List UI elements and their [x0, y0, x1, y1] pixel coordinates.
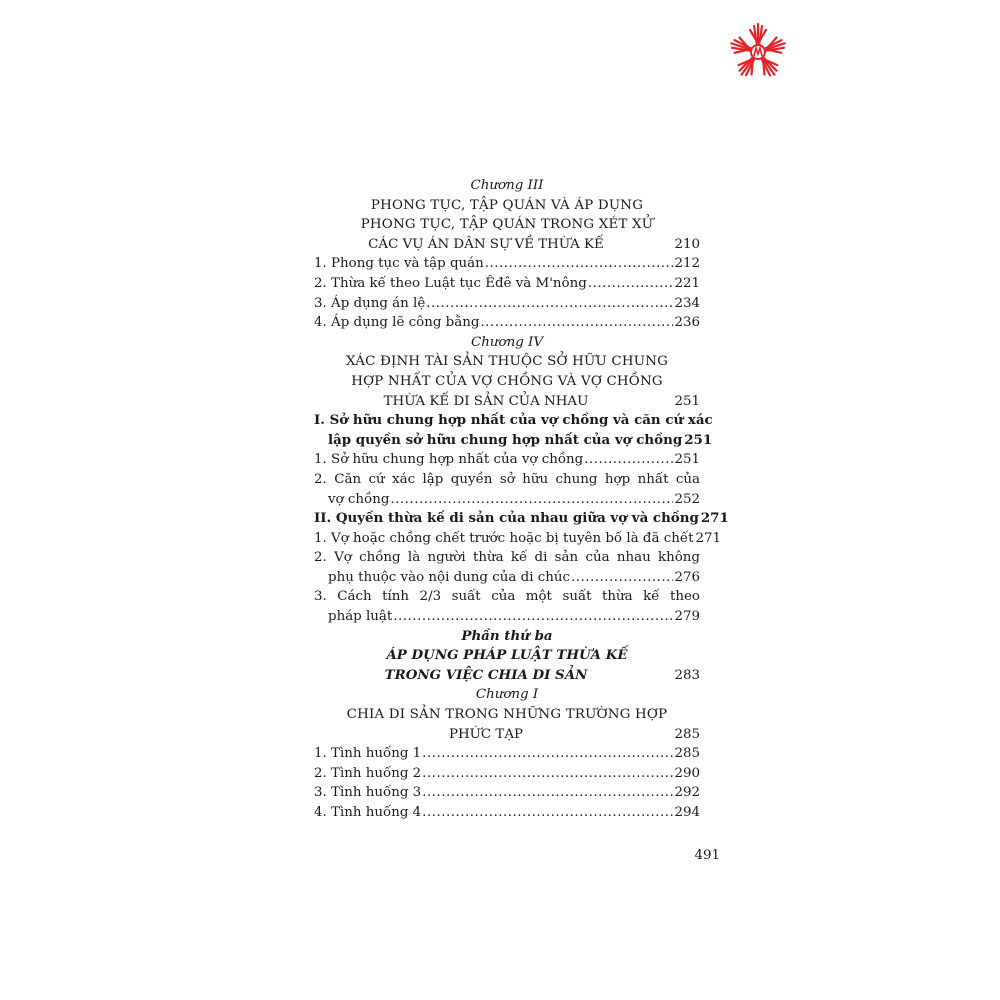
chapter-title-row [314, 725, 700, 745]
page-ref: 234 [674, 295, 700, 311]
entry-label: pháp luật [328, 609, 393, 625]
part-title-row [314, 666, 700, 686]
toc-entry [314, 744, 700, 764]
entry-label: 4. Tình huống 4 [314, 805, 422, 820]
entry-label: 1. Vợ hoặc chồng chết trước hoặc bị tuyên bố là đã chết [314, 530, 694, 546]
toc-entry [314, 568, 700, 588]
entry-label: 2. Tình huống 2 [314, 765, 422, 781]
chapter-title-line: CHIA DI SẢN TRONG NHỮNG TRƯỜNG HỢP [346, 707, 668, 723]
chapter-title-row [314, 235, 700, 255]
entry-label-line: 2. Vợ chồng là người thừa kế di sản của nhau không [314, 550, 700, 566]
page-ref: 236 [674, 315, 700, 331]
entry-label: 2. Thừa kế theo Luật tục Êđê và M'nông [314, 275, 587, 291]
dot-leader [390, 490, 673, 510]
page-ref: 290 [674, 765, 700, 781]
toc-entry [314, 490, 700, 510]
toc-entry [314, 529, 722, 549]
page-ref: 276 [674, 569, 700, 585]
chapter-label: Chương I [475, 687, 539, 703]
toc-entry [314, 764, 700, 784]
table-of-contents [314, 176, 729, 823]
chapter-title-row [314, 392, 700, 412]
red-star-emblem-icon [726, 20, 790, 84]
entry-label: II. Quyền thừa kế di sản của nhau giữa vợ và chồng [314, 510, 699, 527]
chapter-label: Chương III [470, 178, 544, 193]
entry-label-line: 3. Cách tính 2/3 suất của một suất thừa kế theo [314, 589, 700, 605]
chapter-title-line: XÁC ĐỊNH TÀI SẢN THUỘC SỞ HỮU CHUNG [345, 354, 669, 370]
toc-entry [314, 294, 700, 314]
toc-entry [314, 450, 700, 470]
dot-leader [485, 254, 674, 274]
entry-label: 1. Sở hữu chung hợp nhất của vợ chồng [314, 452, 584, 468]
part-title-line: ÁP DỤNG PHÁP LUẬT THỪA KẾ [386, 647, 628, 664]
page-ref: 271 [695, 530, 722, 546]
page-ref: 251 [674, 393, 700, 409]
chapter-label: Chương IV [471, 334, 543, 350]
chapter-title-line: THỪA KẾ DI SẢN CỦA NHAU [383, 393, 589, 409]
page-ref: 252 [674, 491, 700, 507]
entry-label: 3. Áp dụng án lệ [314, 295, 426, 311]
dot-leader [426, 294, 673, 314]
toc-entry [314, 431, 713, 451]
toc-entry [314, 607, 700, 627]
entry-label: phụ thuộc vào nội dung của di chúc [328, 569, 570, 585]
page-ref: 285 [674, 726, 700, 742]
dot-leader [393, 607, 673, 627]
entry-label: 1. Phong tục và tập quán [314, 256, 484, 272]
toc-entry [314, 803, 700, 823]
page-ref: 292 [674, 785, 700, 801]
chapter-title-line: CÁC VỤ ÁN DÂN SỰ VỀ THỪA KẾ [368, 236, 604, 252]
page-ref: 251 [674, 452, 700, 468]
page-ref: 221 [674, 275, 700, 291]
toc-entry [314, 254, 700, 274]
dot-leader [422, 764, 673, 784]
chapter-title-line: PHONG TỤC, TẬP QUÁN VÀ ÁP DỤNG [370, 197, 644, 213]
entry-label-line: 2. Căn cứ xác lập quyền sở hữu chung hợp nhất của [314, 471, 700, 487]
dot-leader [584, 450, 673, 470]
toc-entry [314, 274, 700, 294]
dot-leader [480, 313, 673, 333]
section-heading-line: I. Sở hữu chung hợp nhất của vợ chồng và căn cứ xác [314, 412, 713, 429]
dot-leader [571, 568, 673, 588]
entry-label: lập quyền sở hữu chung hợp nhất của vợ chồng [328, 431, 683, 448]
page-ref: 210 [674, 236, 700, 252]
page-number: 491 [694, 848, 720, 863]
dot-leader [422, 744, 673, 764]
chapter-title-line: PHONG TỤC, TẬP QUÁN TRONG XÉT XỬ [360, 217, 654, 233]
entry-label: vợ chồng [328, 491, 390, 507]
page-ref: 271 [700, 510, 729, 527]
page-ref: 283 [674, 667, 700, 683]
page-ref: 285 [674, 746, 700, 762]
page-ref: 279 [674, 609, 700, 625]
page-ref: 212 [674, 256, 700, 272]
chapter-title-line: HỢP NHẤT CỦA VỢ CHỒNG VÀ VỢ CHỒNG [351, 373, 663, 389]
page-ref: 294 [674, 805, 700, 820]
entry-label: 4. Áp dụng lẽ công bằng [314, 315, 480, 331]
part-label: Phần thứ ba [461, 627, 553, 644]
chapter-title-line: PHỨC TẠP [448, 726, 524, 742]
toc-entry [314, 313, 700, 333]
dot-leader [588, 274, 674, 294]
toc-entry [314, 783, 700, 803]
toc-entry [314, 509, 729, 529]
page-ref: 251 [684, 431, 713, 448]
entry-label: 1. Tình huống 1 [314, 746, 422, 762]
dot-leader [422, 803, 673, 823]
part-title-line: TRONG VIỆC CHIA DI SẢN [384, 666, 588, 683]
dot-leader [422, 783, 673, 803]
entry-label: 3. Tình huống 3 [314, 785, 422, 801]
